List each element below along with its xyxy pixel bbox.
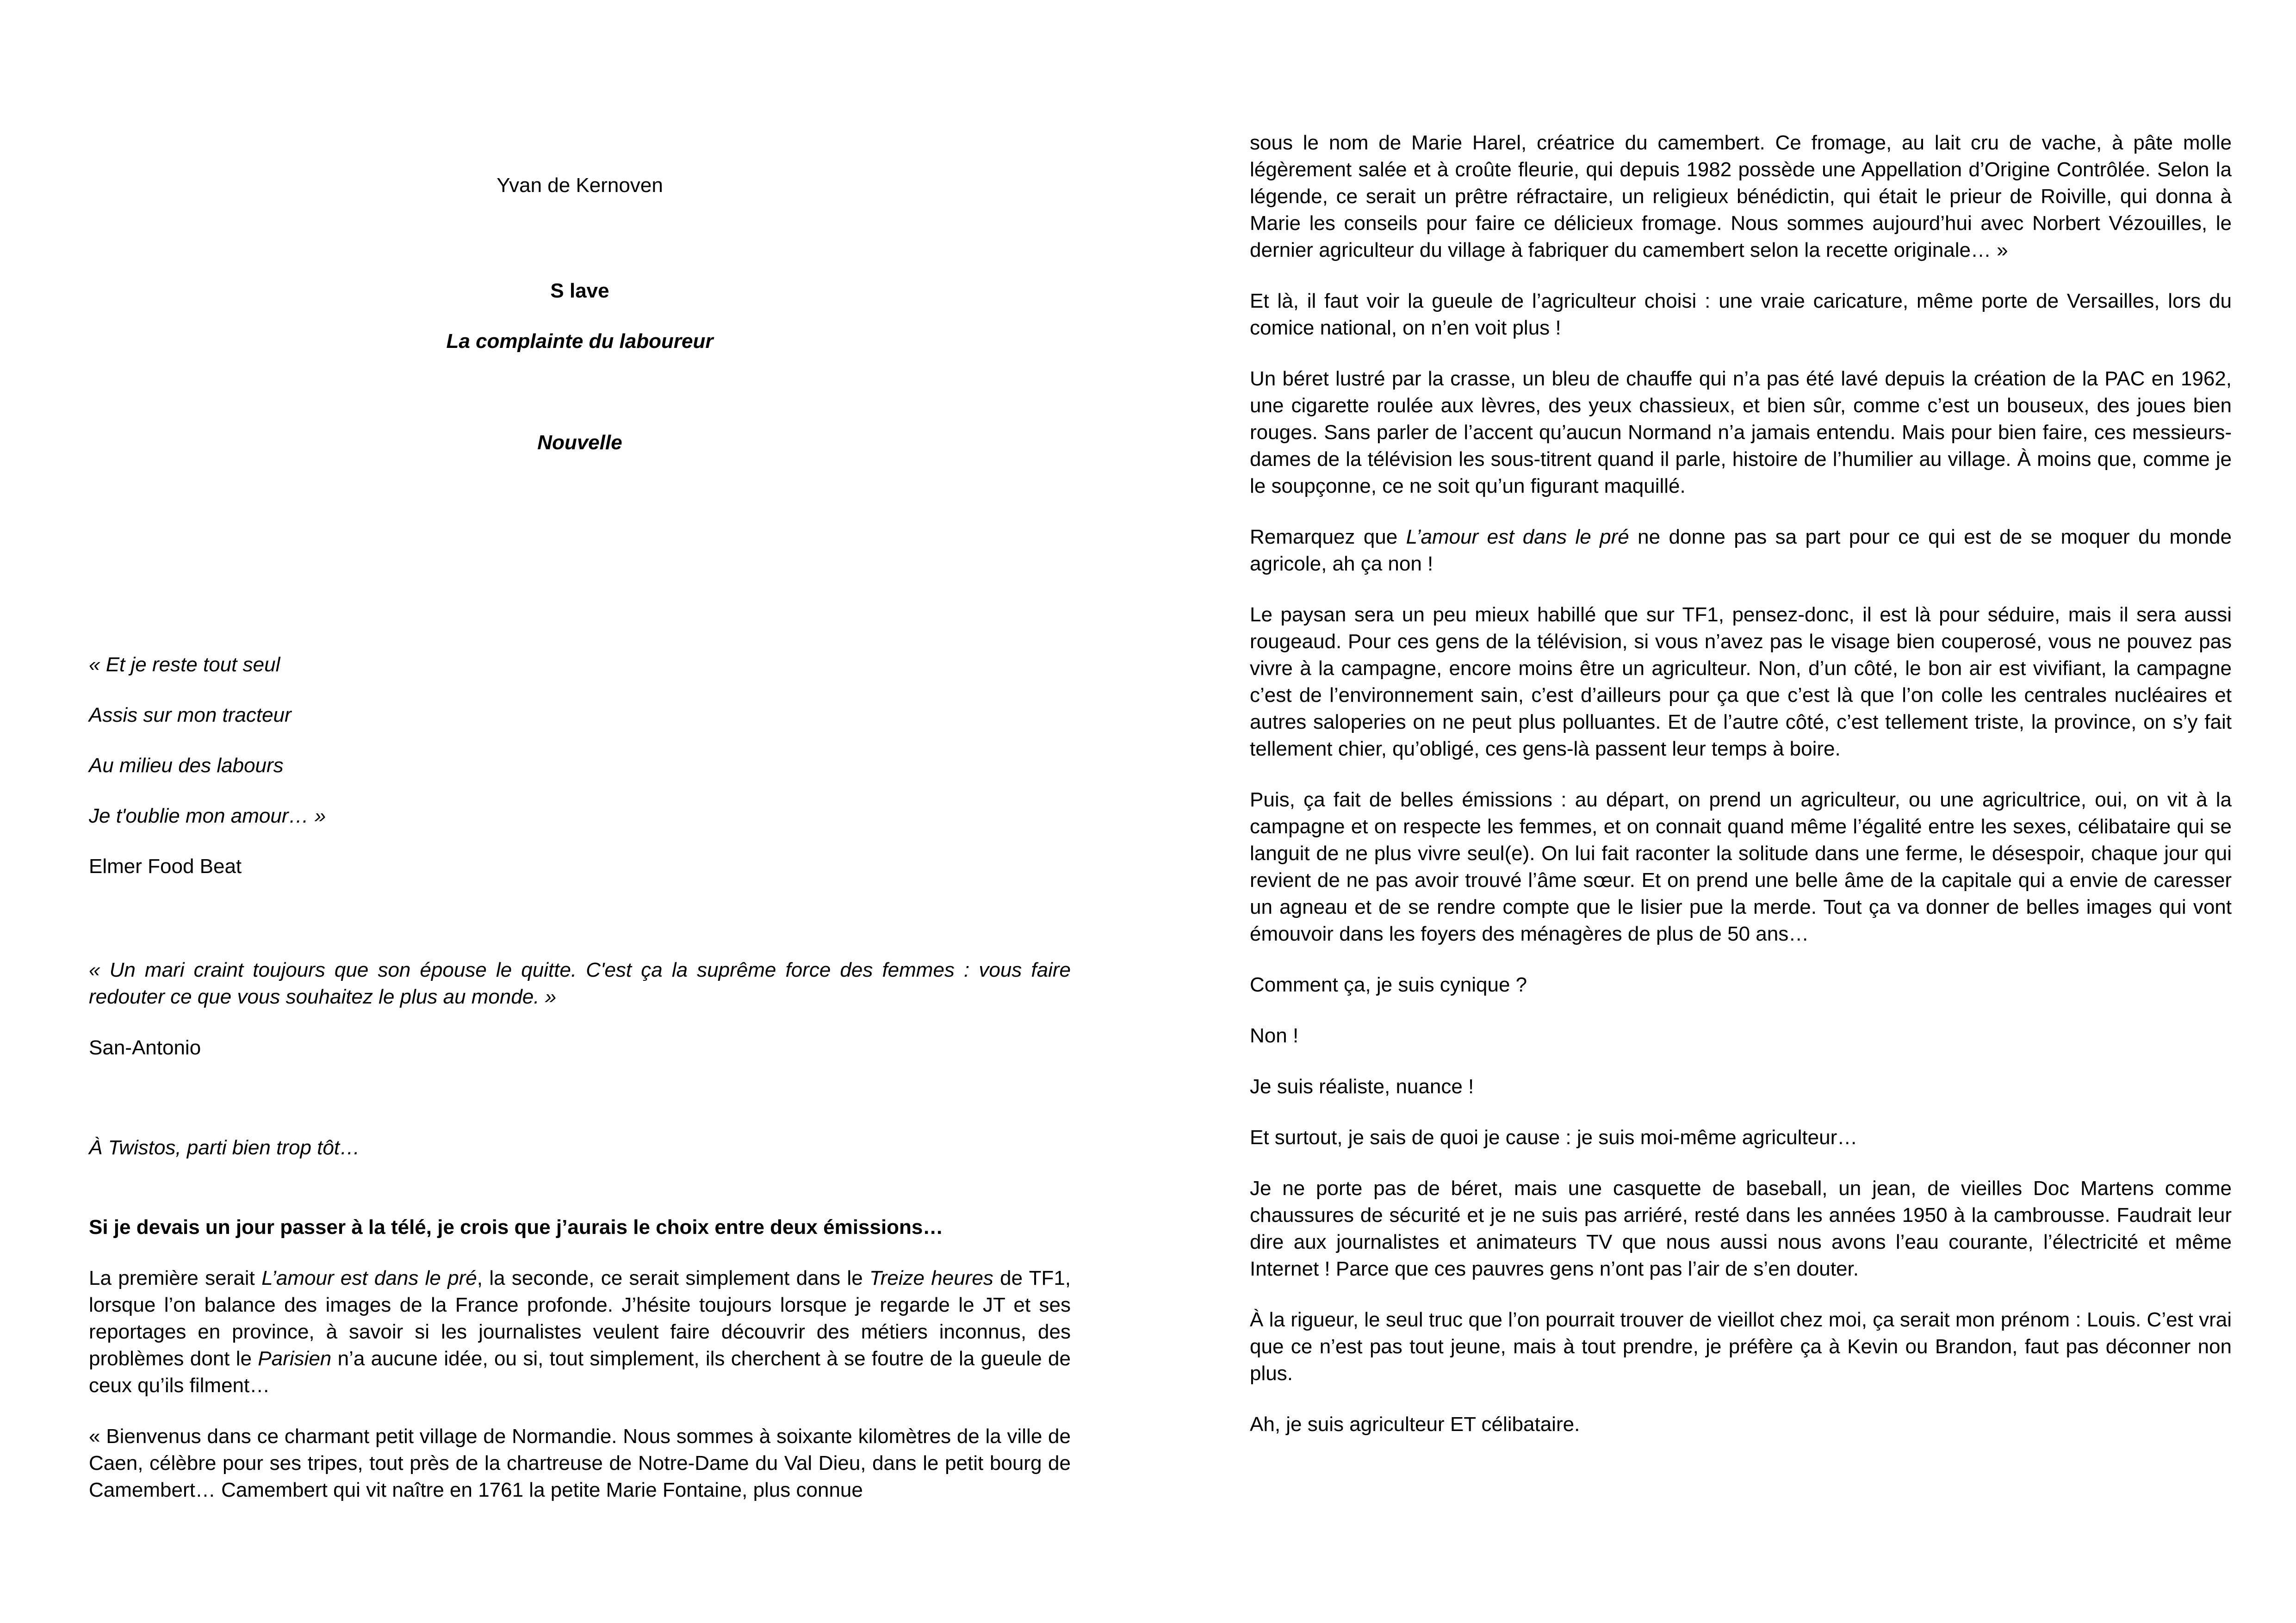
paragraph: À la rigueur, le seul truc que l’on pourrait trouver de vieillot chez moi, ça serait mon prénom : Louis. C’est vrai que ce n’est pas tout jeune, mais à tout prendre, je préfère ça à Kevin ou Brandon, faut pas déconner non plus. bbox=[1250, 1308, 2232, 1385]
paragraph: Ah, je suis agriculteur ET célibataire. bbox=[1250, 1413, 1580, 1436]
dedication-text: À Twistos, parti bien trop tôt… bbox=[89, 1136, 360, 1159]
book-title: S lave bbox=[550, 279, 609, 302]
epigraph-song bbox=[89, 651, 1071, 904]
paragraph: Et là, il faut voir la gueule de l’agriculteur choisi : une vraie caricature, même porte de Versailles, lors du comice national, on n’en voit plus ! bbox=[1250, 290, 2232, 339]
paragraph: Un béret lustré par la crasse, un bleu de chauffe qui n’a pas été lavé depuis la création de la PAC en 1962, une cigarette roulée aux lèvres, des yeux chassieux, et bien sûr, comme c’est un bouseux, des joues bien rouges. Sans parler de l’accent qu’aucun Normand n’a jamais entendu. Mais pour bien faire, ces messieurs-dames de la télévision les sous-titrent quand il parle, histoire de l’humilier au village. À moins que, comme je le soupçonne, ce ne soit qu’un figurant maquillé. bbox=[1250, 367, 2232, 497]
text-run: , la seconde, ce serait simplement dans le bbox=[477, 1267, 869, 1289]
author-name: Yvan de Kernoven bbox=[496, 174, 663, 197]
show-title: L’amour est dans le pré bbox=[1406, 526, 1629, 548]
text-run: de TF1, lorsque l’on balance des images de la France profonde. J’hésite toujours lorsque je regarde le JT et ses reportages en province, à savoir si les journalistes veulent faire découvrir des métiers inconnus, des problèmes dont le bbox=[89, 1267, 1071, 1370]
epigraph-line: Je t'oublie mon amour… » bbox=[89, 805, 326, 827]
left-page-column bbox=[89, 0, 1071, 1623]
paragraph: Je suis réaliste, nuance ! bbox=[1250, 1075, 1474, 1098]
right-page-column bbox=[1250, 130, 2232, 1462]
show-title: Treize heures bbox=[869, 1267, 993, 1289]
epigraph-line: « Et je reste tout seul bbox=[89, 653, 280, 676]
epigraph-quote-text: « Un mari craint toujours que son épouse le quitte. C'est ça la suprême force des femmes : vous faire redouter ce que vous souhaitez le plus au monde. » bbox=[89, 959, 1071, 1008]
paragraph bbox=[1250, 524, 2232, 577]
book-genre: Nouvelle bbox=[537, 431, 622, 454]
text-run: ne donne pas sa part pour ce qui est de se moquer du monde agricole, ah ça non ! bbox=[1250, 526, 2232, 575]
newspaper-title: Parisien bbox=[258, 1347, 332, 1370]
paragraph: « Bienvenus dans ce charmant petit village de Normandie. Nous sommes à soixante kilomètres de la ville de Caen, célèbre pour ses tripes, tout près de la chartreuse de Notre-Dame du Val Dieu, dans le petit bourg de Camembert… Camembert qui vit naître en 1761 la petite Marie Fontaine, plus connue bbox=[89, 1425, 1071, 1501]
paragraph: Non ! bbox=[1250, 1024, 1299, 1047]
story-body-start bbox=[89, 1214, 1071, 1528]
show-title: L’amour est dans le pré bbox=[261, 1267, 477, 1289]
right-page bbox=[1148, 0, 2296, 1623]
text-run: n’a aucune idée, ou si, tout simplement, ils cherchent à se foutre de la gueule de ceux qu’ils filment… bbox=[89, 1347, 1071, 1397]
epigraph-quote-attribution: San-Antonio bbox=[89, 1036, 201, 1059]
dedication bbox=[89, 1134, 1071, 1185]
paragraph: Et surtout, je sais de quoi je cause : je suis moi-même agriculteur… bbox=[1250, 1126, 1858, 1149]
paragraph: Puis, ça fait de belles émissions : au départ, on prend un agriculteur, ou une agricultrice, oui, on vit à la campagne et on respecte les femmes, et on connait quand même l’égalité entre les sexes, célibataire qui se languit de ne plus vivre seul(e). On lui fait raconter la solitude dans une ferme, le désespoir, chaque jour qui revient de ne pas avoir trouvé l’âme sœur. Et on prend une belle âme de la capitale qui a envie de caresser un agneau et de se rendre compte que le lisier pue la merde. Tout ça va donner de belles images qui vont émouvoir dans les foyers des ménagères de plus de 50 ans… bbox=[1250, 788, 2232, 945]
paragraph: Je ne porte pas de béret, mais une casquette de baseball, un jean, de vieilles Doc Martens comme chaussures de sécurité et je ne suis pas arriéré, resté dans les années 1950 à la cambrousse. Faudrait leur dire aux journalistes et animateurs TV que nous aussi nous avons l’eau courante, l’électricité et même Internet ! Parce que ces pauvres gens n’ont pas l’air de s’en douter. bbox=[1250, 1177, 2232, 1280]
epigraph-attribution: Elmer Food Beat bbox=[89, 855, 242, 878]
book-subtitle: La complainte du laboureur bbox=[446, 330, 714, 353]
epigraph-line: Au milieu des labours bbox=[89, 754, 284, 777]
opening-line: Si je devais un jour passer à la télé, je crois que j’aurais le choix entre deux émissions… bbox=[89, 1216, 943, 1239]
text-run: La première serait bbox=[89, 1267, 262, 1289]
epigraph-line: Assis sur mon tracteur bbox=[89, 704, 292, 726]
paragraph bbox=[89, 1265, 1071, 1399]
text-run: Remarquez que bbox=[1250, 526, 1406, 548]
paragraph: Le paysan sera un peu mieux habillé que sur TF1, pensez-donc, il est là pour séduire, mais il sera aussi rougeaud. Pour ces gens de la télévision, si vous n’avez pas le visage bien couperosé, vous ne pouvez pas vivre à la campagne, encore moins être un agriculteur. Non, d’un côté, le bon air est vivifiant, la campagne c’est de l’environnement sain, c’est d’ailleurs pour ça que c’est là que l’on colle les centrales nucléaires et autres saloperies on ne peut plus polluantes. Et de l’autre côté, c’est tellement triste, la province, on s’y fait tellement chier, qu’obligé, ces gens-là passent leur temps à boire. bbox=[1250, 603, 2232, 760]
paragraph: Comment ça, je suis cynique ? bbox=[1250, 973, 1527, 996]
paragraph: sous le nom de Marie Harel, créatrice du camembert. Ce fromage, au lait cru de vache, à pâte molle légèrement salée et à croûte fleurie, qui depuis 1982 possède une Appellation d’Origine Contrôlée. Selon la légende, ce serait un prêtre réfractaire, un religieux bénédictin, qui était le prieur de Roiville, qui donna à Marie les conseils pour faire ce délicieux fromage. Nous sommes aujourd’hui avec Norbert Vézouilles, le dernier agriculteur du village à fabriquer du camembert selon la recette originale… » bbox=[1250, 131, 2232, 261]
epigraph-quote bbox=[89, 957, 1071, 1085]
